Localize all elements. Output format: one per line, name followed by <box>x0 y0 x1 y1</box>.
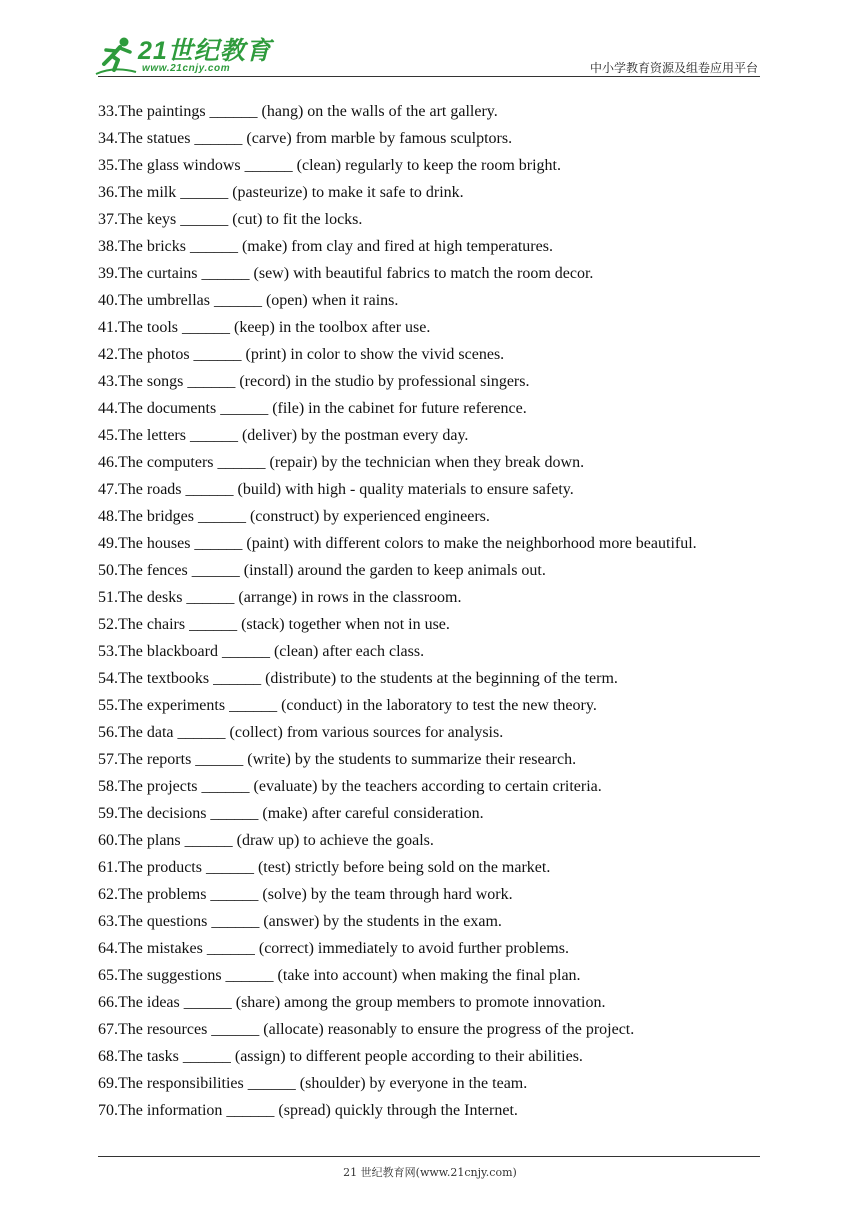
item-text: The responsibilities ______ (shoulder) by everyone in the team. <box>118 1075 528 1092</box>
exercise-item <box>98 127 778 154</box>
item-number: 37. <box>98 211 118 228</box>
exercise-item <box>98 856 778 883</box>
item-number: 54. <box>98 670 118 687</box>
footer-text: 21 世纪教育网(www.21cnjy.com) <box>343 1166 517 1179</box>
item-number: 40. <box>98 292 118 309</box>
exercise-item <box>98 343 778 370</box>
item-text: The bricks ______ (make) from clay and fired at high temperatures. <box>118 238 553 255</box>
exercise-item <box>98 478 778 505</box>
item-text: The statues ______ (carve) from marble by famous sculptors. <box>118 130 513 147</box>
running-figure-icon <box>92 36 138 76</box>
exercise-item <box>98 235 778 262</box>
item-number: 41. <box>98 319 118 336</box>
item-text: The roads ______ (build) with high - quality materials to ensure safety. <box>118 481 574 498</box>
item-number: 33. <box>98 103 118 120</box>
item-number: 52. <box>98 616 118 633</box>
item-number: 42. <box>98 346 118 363</box>
item-text: The problems ______ (solve) by the team through hard work. <box>118 886 513 903</box>
exercise-item <box>98 802 778 829</box>
item-number: 39. <box>98 265 118 282</box>
exercise-item <box>98 1018 778 1045</box>
item-text: The mistakes ______ (correct) immediately to avoid further problems. <box>118 940 569 957</box>
item-number: 57. <box>98 751 118 768</box>
exercise-item <box>98 775 778 802</box>
exercise-item <box>98 1099 778 1126</box>
exercise-item <box>98 1045 778 1072</box>
exercise-item <box>98 370 778 397</box>
exercise-item <box>98 100 778 127</box>
item-number: 63. <box>98 913 118 930</box>
item-number: 45. <box>98 427 118 444</box>
item-text: The keys ______ (cut) to fit the locks. <box>118 211 363 228</box>
item-text: The fences ______ (install) around the garden to keep animals out. <box>118 562 546 579</box>
exercise-item <box>98 883 778 910</box>
item-number: 47. <box>98 481 118 498</box>
page-header <box>0 0 860 80</box>
item-text: The data ______ (collect) from various sources for analysis. <box>118 724 504 741</box>
item-text: The information ______ (spread) quickly through the Internet. <box>118 1102 518 1119</box>
item-number: 55. <box>98 697 118 714</box>
exercise-item <box>98 424 778 451</box>
item-number: 69. <box>98 1075 118 1092</box>
item-number: 35. <box>98 157 118 174</box>
item-text: The questions ______ (answer) by the students in the exam. <box>118 913 502 930</box>
item-text: The products ______ (test) strictly before being sold on the market. <box>118 859 551 876</box>
exercise-item <box>98 289 778 316</box>
item-text: The resources ______ (allocate) reasonably to ensure the progress of the project. <box>118 1021 635 1038</box>
exercise-item <box>98 694 778 721</box>
header-divider <box>98 76 760 77</box>
item-number: 46. <box>98 454 118 471</box>
item-number: 64. <box>98 940 118 957</box>
item-text: The tools ______ (keep) in the toolbox after use. <box>118 319 431 336</box>
item-number: 58. <box>98 778 118 795</box>
item-text: The glass windows ______ (clean) regularly to keep the room bright. <box>118 157 561 174</box>
exercise-item <box>98 154 778 181</box>
item-text: The desks ______ (arrange) in rows in the classroom. <box>118 589 462 606</box>
item-text: The umbrellas ______ (open) when it rains. <box>118 292 399 309</box>
item-number: 51. <box>98 589 118 606</box>
item-number: 61. <box>98 859 118 876</box>
logo-text: 21世纪教育 <box>138 37 272 65</box>
item-text: The chairs ______ (stack) together when not in use. <box>118 616 450 633</box>
item-text: The documents ______ (file) in the cabinet for future reference. <box>118 400 527 417</box>
exercise-item <box>98 181 778 208</box>
exercise-item <box>98 451 778 478</box>
item-number: 56. <box>98 724 118 741</box>
item-number: 66. <box>98 994 118 1011</box>
exercise-item <box>98 1072 778 1099</box>
exercise-item <box>98 532 778 559</box>
item-text: The curtains ______ (sew) with beautiful fabrics to match the room decor. <box>118 265 594 282</box>
exercise-item <box>98 667 778 694</box>
item-number: 59. <box>98 805 118 822</box>
item-number: 70. <box>98 1102 118 1119</box>
exercise-item <box>98 910 778 937</box>
platform-name: 中小学教育资源及组卷应用平台 <box>589 61 758 75</box>
item-text: The projects ______ (evaluate) by the teachers according to certain criteria. <box>118 778 602 795</box>
logo-url: www.21cnjy.com <box>142 63 231 74</box>
exercise-list <box>98 100 778 1126</box>
item-text: The blackboard ______ (clean) after each class. <box>118 643 425 660</box>
item-text: The photos ______ (print) in color to show the vivid scenes. <box>118 346 505 363</box>
item-text: The letters ______ (deliver) by the postman every day. <box>118 427 469 444</box>
exercise-item <box>98 397 778 424</box>
exercise-item <box>98 505 778 532</box>
item-number: 53. <box>98 643 118 660</box>
item-text: The bridges ______ (construct) by experienced engineers. <box>118 508 490 525</box>
exercise-item <box>98 208 778 235</box>
item-text: The paintings ______ (hang) on the walls of the art gallery. <box>118 103 498 120</box>
exercise-item <box>98 721 778 748</box>
footer-divider <box>98 1156 760 1157</box>
item-text: The textbooks ______ (distribute) to the students at the beginning of the term. <box>118 670 618 687</box>
exercise-item <box>98 964 778 991</box>
item-text: The computers ______ (repair) by the technician when they break down. <box>118 454 585 471</box>
exercise-item <box>98 559 778 586</box>
item-text: The milk ______ (pasteurize) to make it safe to drink. <box>118 184 464 201</box>
item-text: The tasks ______ (assign) to different people according to their abilities. <box>118 1048 583 1065</box>
item-number: 44. <box>98 400 118 417</box>
item-number: 36. <box>98 184 118 201</box>
item-number: 48. <box>98 508 118 525</box>
exercise-item <box>98 829 778 856</box>
item-number: 67. <box>98 1021 118 1038</box>
item-text: The ideas ______ (share) among the group members to promote innovation. <box>118 994 606 1011</box>
item-text: The plans ______ (draw up) to achieve the goals. <box>118 832 434 849</box>
item-text: The experiments ______ (conduct) in the laboratory to test the new theory. <box>118 697 597 714</box>
exercise-item <box>98 937 778 964</box>
item-number: 43. <box>98 373 118 390</box>
item-number: 34. <box>98 130 118 147</box>
item-number: 38. <box>98 238 118 255</box>
item-text: The songs ______ (record) in the studio by professional singers. <box>118 373 530 390</box>
item-number: 65. <box>98 967 118 984</box>
exercise-item <box>98 991 778 1018</box>
logo <box>92 36 272 80</box>
exercise-item <box>98 748 778 775</box>
item-text: The houses ______ (paint) with different colors to make the neighborhood more beautiful. <box>118 535 697 552</box>
item-number: 60. <box>98 832 118 849</box>
exercise-item <box>98 640 778 667</box>
item-number: 49. <box>98 535 118 552</box>
item-number: 50. <box>98 562 118 579</box>
item-text: The reports ______ (write) by the students to summarize their research. <box>118 751 577 768</box>
exercise-item <box>98 586 778 613</box>
item-number: 62. <box>98 886 118 903</box>
exercise-item <box>98 316 778 343</box>
item-text: The decisions ______ (make) after careful consideration. <box>118 805 484 822</box>
exercise-item <box>98 613 778 640</box>
item-text: The suggestions ______ (take into account) when making the final plan. <box>118 967 581 984</box>
item-number: 68. <box>98 1048 118 1065</box>
exercise-item <box>98 262 778 289</box>
